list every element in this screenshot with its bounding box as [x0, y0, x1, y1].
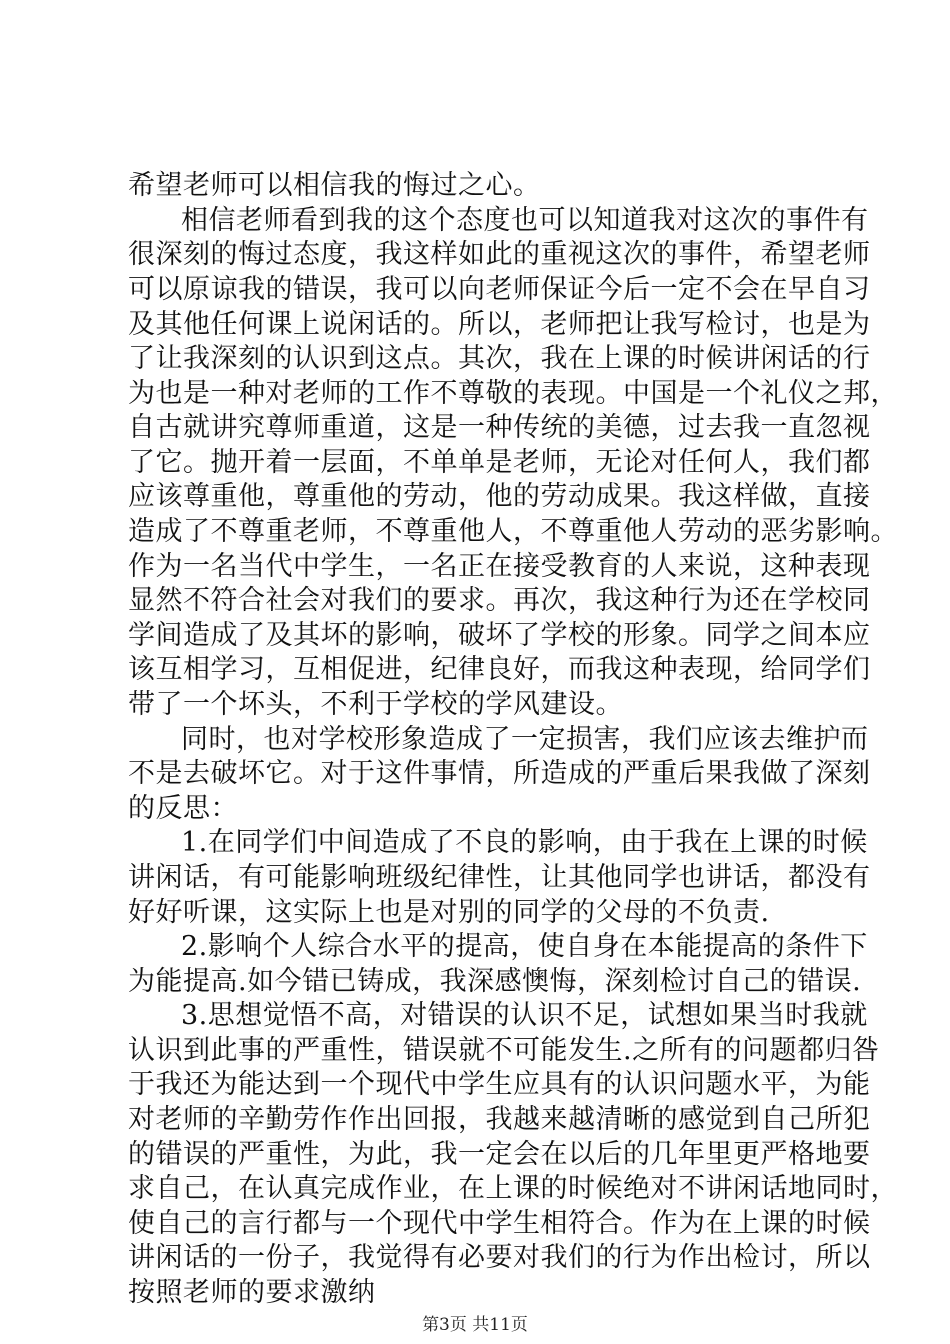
text-line: 为能提高.如今错已铸成，我深感懊悔，深刻检讨自己的错误. — [128, 966, 862, 997]
text-line: 对老师的辛勤劳作作出回报，我越来越清晰的感觉到自己所犯 — [128, 1104, 871, 1135]
text-line: 使自己的言行都与一个现代中学生相符合。作为在上课的时候 — [128, 1208, 871, 1239]
text-line: 求自己，在认真完成作业，在上课的时候绝对不讲闲话地同时， — [128, 1173, 898, 1204]
text-line: 希望老师可以相信我的悔过之心。 — [128, 170, 541, 201]
text-line: 的反思： — [128, 793, 238, 824]
text-line: 按照老师的要求激纳 — [128, 1277, 376, 1308]
text-line: 好好听课，这实际上也是对别的同学的父母的不负责. — [128, 897, 770, 928]
text-line: 不是去破坏它。对于这件事情，所造成的严重后果我做了深刻 — [128, 758, 871, 789]
text-line: 该互相学习，互相促进，纪律良好，而我这种表现，给同学们 — [128, 654, 871, 685]
text-line: 自古就讲究尊师重道，这是一种传统的美德，过去我一直忽视 — [128, 412, 871, 443]
text-line: 讲闲话的一份子，我觉得有必要对我们的行为作出检讨，所以 — [128, 1242, 871, 1273]
list-item-first-line: 3.思想觉悟不高，对错误的认识不足，试想如果当时我就 — [181, 1000, 868, 1031]
text-line: 了让我深刻的认识到这点。其次，我在上课的时候讲闲话的行 — [128, 343, 871, 374]
text-line: 学间造成了及其坏的影响，破坏了学校的形象。同学之间本应 — [128, 620, 871, 651]
text-line: 的错误的严重性，为此，我一定会在以后的几年里更严格地要 — [128, 1139, 871, 1170]
page-number-footer: 第3页 共11页 — [422, 1315, 528, 1335]
list-item-first-line: 1.在同学们中间造成了不良的影响，由于我在上课的时候 — [181, 827, 868, 858]
text-line: 认识到此事的严重性，错误就不可能发生.之所有的问题都归咎 — [128, 1035, 880, 1066]
text-line: 带了一个坏头，不利于学校的学风建设。 — [128, 689, 623, 720]
paragraph-first-line: 相信老师看到我的这个态度也可以知道我对这次的事件有 — [181, 205, 869, 236]
text-line: 造成了不尊重老师，不尊重他人，不尊重他人劳动的恶劣影响。 — [128, 516, 898, 547]
text-line: 讲闲话，有可能影响班级纪律性，让其他同学也讲话，都没有 — [128, 862, 871, 893]
text-line: 及其他任何课上说闲话的。所以，老师把让我写检讨，也是为 — [128, 309, 871, 340]
list-item-first-line: 2.影响个人综合水平的提高，使自身在本能提高的条件下 — [181, 931, 868, 962]
text-line: 应该尊重他，尊重他的劳动，他的劳动成果。我这样做，直接 — [128, 481, 871, 512]
text-line: 为也是一种对老师的工作不尊敬的表现。中国是一个礼仪之邦， — [128, 378, 898, 409]
text-line: 显然不符合社会对我们的要求。再次，我这种行为还在学校同 — [128, 585, 871, 616]
text-line: 很深刻的悔过态度，我这样如此的重视这次的事件，希望老师 — [128, 239, 871, 270]
text-line: 了它。抛开着一层面，不单单是老师，无论对任何人，我们都 — [128, 447, 871, 478]
paragraph-first-line: 同时，也对学校形象造成了一定损害，我们应该去维护而 — [181, 724, 869, 755]
text-line: 作为一名当代中学生，一名正在接受教育的人来说，这种表现 — [128, 551, 871, 582]
text-line: 于我还为能达到一个现代中学生应具有的认识问题水平，为能 — [128, 1069, 871, 1100]
text-line: 可以原谅我的错误，我可以向老师保证今后一定不会在早自习 — [128, 274, 871, 305]
